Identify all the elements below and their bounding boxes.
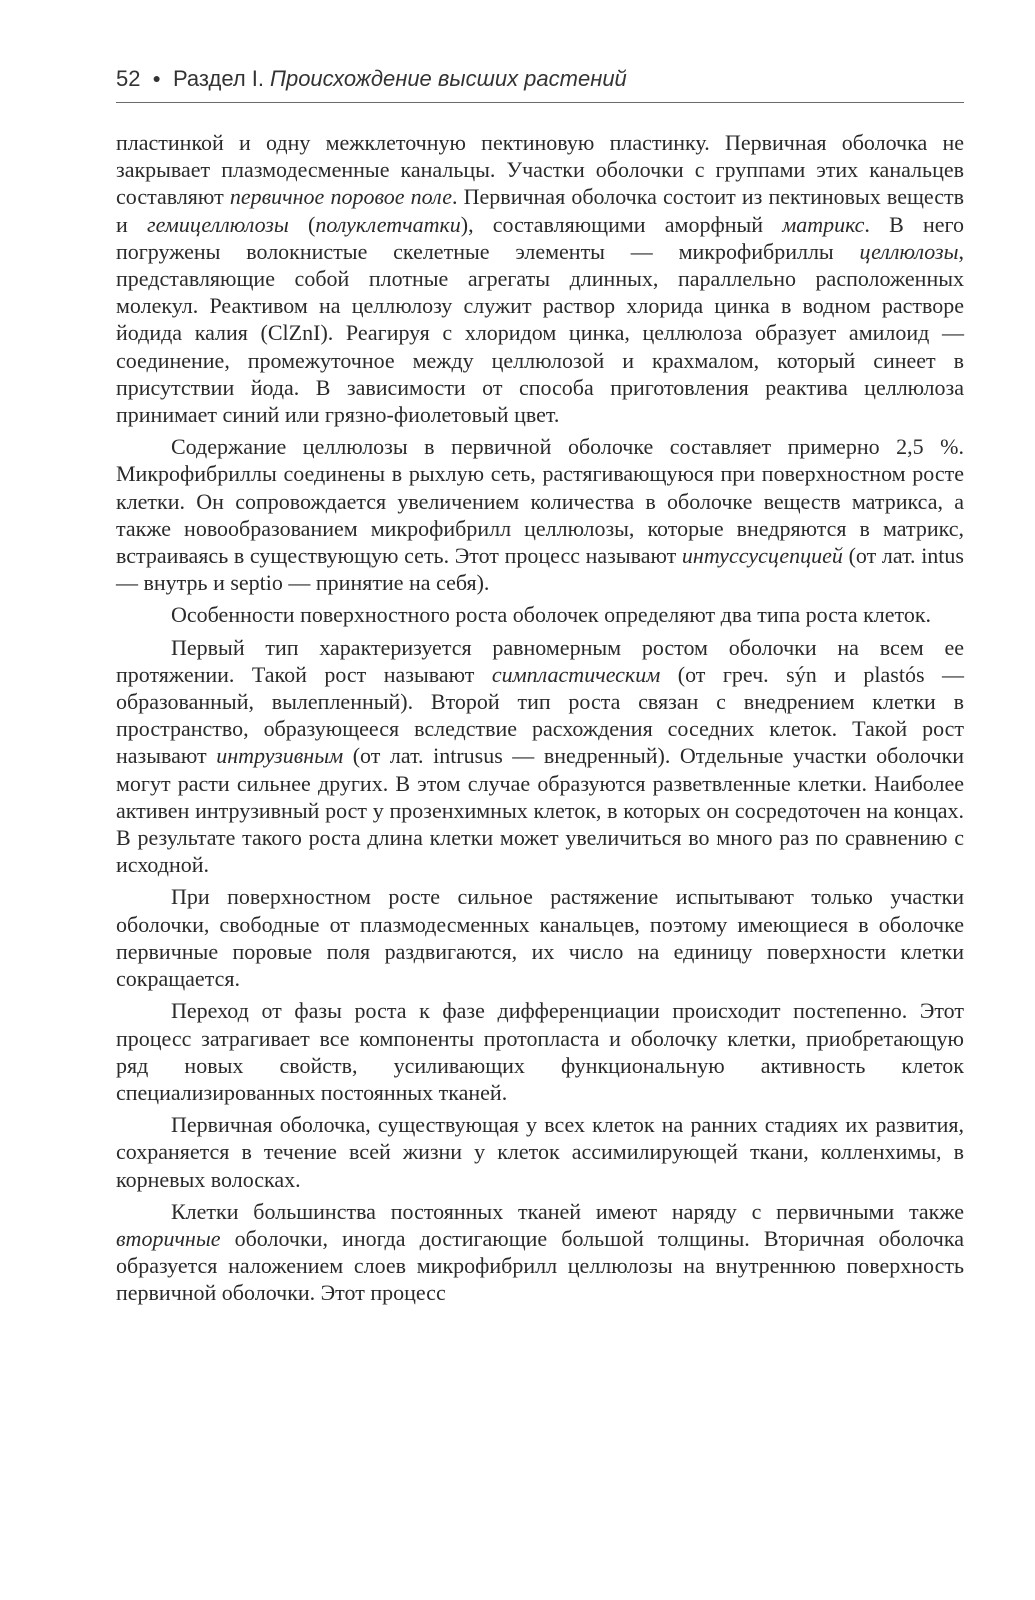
section-label: Раздел I. — [172, 66, 265, 91]
text-segment: пластинкой и одну межклеточную пектиновую пластинку. Первичная оболочка не закрывает плазмодесменные канальцы. Участки оболочки с группами этих канальцев составляют — [116, 130, 964, 210]
italic-term: симпластическим — [491, 661, 661, 687]
text-segment: Первый тип характеризуется равномерным ростом оболочки на всем ее протяжении. Такой рост называют — [116, 634, 964, 687]
text-segment: (от лат. intus — внутрь и septio — принятие на себя). — [116, 543, 964, 596]
text-segment: Клетки большинства постоянных тканей имеют наряду с первичными также — [171, 1198, 964, 1224]
text-segment: Содержание целлюлозы в первичной оболочке составляет примерно 2,5 %. Микрофибриллы соединены в рыхлую сеть, растягивающуюся при поверхностном росте клетки. Он сопровождается увеличением количества в оболочке веществ матрикса, а также новообразованием микрофибрилл целлюлозы, которые внедряются в матрикс, встраиваясь в существующую сеть. Этот процесс называют — [116, 434, 964, 569]
section-title: Происхождение высших растений — [270, 66, 627, 91]
paragraph — [116, 601, 964, 628]
paragraph — [116, 634, 964, 879]
italic-term: целлюлозы — [859, 238, 959, 264]
text-segment: ), составляющими аморфный — [460, 211, 783, 237]
text-segment: Переход от фазы роста к фазе дифференциации происходит постепенно. Этот процесс затрагивает все компоненты протопласта и оболочку клетки, приобретающую ряд новых свойств, усиливающих функциональную активность клеток специализированных постоянных тканей. — [116, 998, 964, 1105]
italic-term: интрузивным — [216, 743, 344, 769]
text-segment: Особенности поверхностного роста оболочек определяют два типа роста клеток. — [171, 602, 932, 628]
text-segment: оболочки, иногда достигающие большой толщины. Вторичная оболочка образуется наложением слоев микрофибрилл целлюлозы на внутреннюю поверхность первичной оболочки. Этот процесс — [116, 1225, 964, 1306]
body-text — [116, 129, 964, 1307]
header-rule — [116, 102, 964, 103]
text-segment: . В него погружены волокнистые скелетные элементы — микрофибриллы — [116, 211, 964, 264]
italic-term: матрикс — [782, 211, 865, 237]
text-segment: . Первичная оболочка состоит из пектиновых веществ и — [116, 184, 964, 237]
italic-term: первичное поровое поле — [229, 184, 452, 210]
paragraph — [116, 997, 964, 1106]
running-head — [116, 62, 964, 96]
paragraph — [116, 1111, 964, 1193]
text-segment: (от греч. sýn и plastós — образованный, вылепленный). Второй тип роста связан с внедрением клетки в пространство, образующееся вследствие расхождения соседних клеток. Такой рост называют — [116, 661, 964, 769]
paragraph — [116, 129, 964, 428]
italic-term: вторичные — [116, 1225, 221, 1251]
text-segment: , представляющие собой плотные агрегаты длинных, параллельно расположенных молекул. Реактивом на целлюлозу служит раствор хлорида цинка в водном растворе йодида калия (ClZnI). Реагируя с хлоридом цинка, целлюлоза образует амилоид — соединение, промежуточное между целлюлозой и крахмалом, который синеет в присутствии йода. В зависимости от способа приготовления реактива целлюлоза принимает синий или грязно-фиолетовый цвет. — [116, 238, 964, 428]
text-segment: Первичная оболочка, существующая у всех клеток на ранних стадиях их развития, сохраняется в течение всей жизни у клеток ассимилирующей ткани, колленхимы, в корневых волосках. — [116, 1112, 964, 1192]
bullet-separator-icon: ● — [152, 70, 161, 86]
page-number: 52 — [116, 66, 141, 91]
paragraph — [116, 883, 964, 992]
text-segment: ( — [288, 211, 316, 237]
italic-term: полуклетчатки — [315, 211, 461, 237]
italic-term: гемицеллюлозы — [146, 211, 289, 237]
book-page — [116, 62, 964, 1562]
paragraph — [116, 1198, 964, 1307]
paragraph — [116, 433, 964, 596]
text-segment: При поверхностном росте сильное растяжение испытывают только участки оболочки, свободные от плазмодесменных канальцев, поэтому имеющиеся в оболочке первичные поровые поля раздвигаются, их число на единицу поверхности клетки сокращается. — [116, 884, 964, 992]
italic-term: интуссусцепцией — [681, 543, 843, 569]
text-segment: (от лат. intrusus — внедренный). Отдельные участки оболочки могут расти сильнее других. В этом случае образуются разветвленные клетки. Наиболее активен интрузивный рост у прозенхимных клеток, в которых он сосредоточен на концах. В результате такого роста длина клетки может увеличиться во много раз по сравнению с исходной. — [116, 743, 964, 878]
